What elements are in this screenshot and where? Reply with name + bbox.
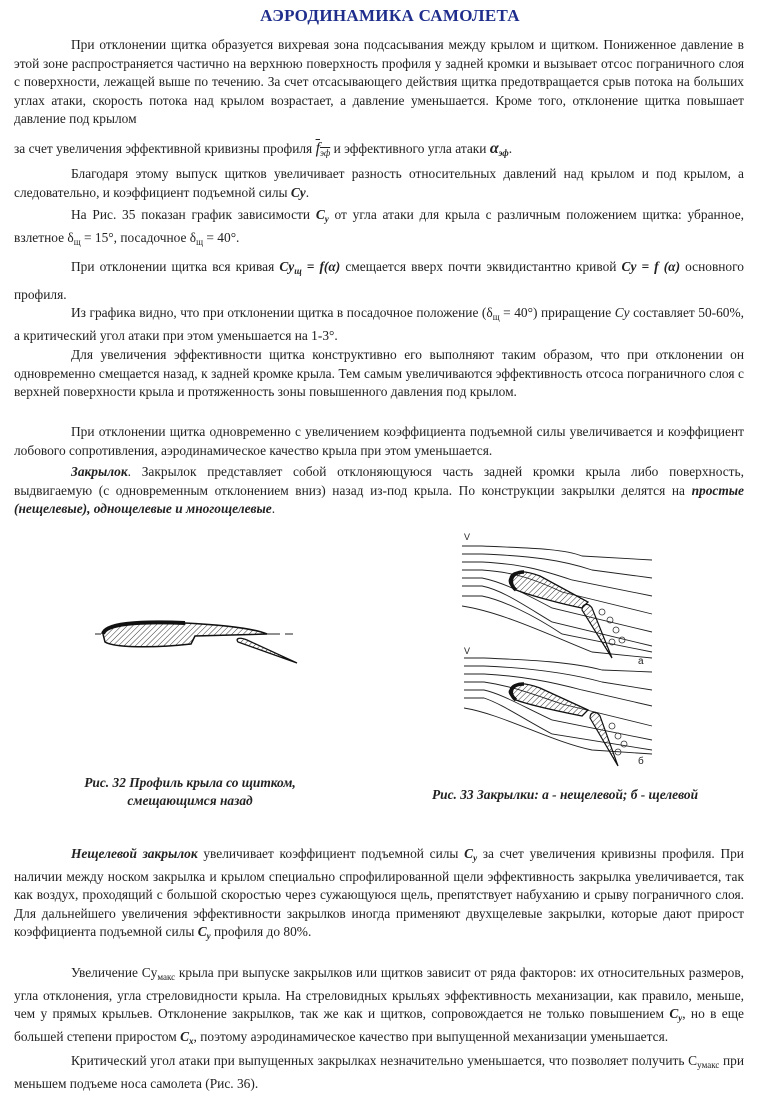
figure-32-caption: Рис. 32 Профиль крыла со щитком, смещающимся назад [84, 775, 296, 808]
flaps-flow-diagram [462, 530, 662, 770]
label-a: а [638, 656, 644, 667]
label-b: б [638, 756, 644, 767]
formula-f-eff: $f_{эф}$ [315, 140, 331, 158]
paragraph-curve-shift: При отклонении щитка вся кривая $Cy_щ = f(\alpha)$ смещается вверх почти эквидистантно кривой Cy = f (α) основного профиля. [14, 259, 744, 302]
page-title: АЭРОДИНАМИКА САМОЛЕТА [260, 6, 520, 25]
velocity-label-a: V [464, 532, 471, 542]
formula-alpha-eff: $\alpha_{эф}$ [489, 140, 509, 158]
paragraph-landing-position: Из графика видно, что при отклонении щитка в посадочное положение $(\delta_щ = 40^\circ)$ приращение Cy составляет 50-60%, а критический угол атаки при этом уменьшается на 1-3°. [14, 305, 745, 343]
paragraph-fig35-reference: На Рис. 35 показан график зависимости $C_y$ от угла атаки для крыла с различным положением щитка: убранное, взлетное $\delta_щ = 15^\circ$, посадочное $\delta_щ = 40^\circ$. [14, 207, 744, 247]
paragraph-flap-curvature: за счет увеличения эффективной кривизны профиля $f_{эф}$ и эффективного угла атаки $\alpha_{эф}$. [14, 140, 513, 158]
figure-33-caption: Рис. 33 Закрылки: а - нещелевой; б - щелевой [431, 787, 699, 802]
paragraph-flap-vortex: При отклонении щитка образуется вихревая зона подсасывания между крылом и щитком. Пониженное давление в этой зоне распространяется частично на верхнюю поверхность профиля у задней кромки и вызывает отсос пограничного слоя с поверхности, лежащей выше по течению. За счет отсасывающего действия щитка предотвращается срыв потока на больших углах атаки, скорость потока над крылом возрастает, а давление уменьшается. Кроме того, отклонение щитка повышает давление под крылом [14, 37, 744, 127]
paragraph-cymax-factors: Увеличение $Cy_{макс}$ крыла при выпуске закрылков или щитков зависит от ряда факторов: их относительных размеров, угла отклонения, угла стреловидности крыла. На стреловидных крыльях эффективность механизации, как правило, меньше, чем у прямых крыльев. Отклонение закрылков, так же как и щитков, сопровождается не только повышением $C_y$, но в еще большей степени приростом $C_x$, поэтому аэродинамическое качество при выпущенной механизации уменьшается. [14, 965, 744, 1046]
paragraph-flap-efficiency: Для увеличения эффективности щитка конструктивно его выполняют таким образом, что при отклонении он одновременно смещается назад, к задней кромке крыла. Тем самым увеличиваются эффективность отсоса пограничного слоя с верхней поверхности крыла и протяженность зоны повышенного давления под крылом. [14, 347, 744, 400]
paragraph-drag-increase: При отклонении щитка одновременно с увеличением коэффициента подъемной силы увеличивается и коэффициент лобового сопротивления, аэродинамическое качество крыла при этом уменьшается. [14, 424, 744, 458]
velocity-label-b: V [464, 646, 471, 656]
paragraph-critical-angle: Критический угол атаки при выпущенных закрылках незначительно уменьшается, что позволяет получить $C_{yмакс}$ при меньшем подъеме носа самолета (Рис. 36). [14, 1053, 744, 1091]
paragraph-flap-definition: Закрылок. Закрылок представляет собой отклоняющуюся часть задней кромки крыла либо поверхность, выдвигаемую (с одновременным отклонением вниз) назад из-под крыла. По конструкции закрылки делятся на простые (нещелевые), однощелевые и многощелевые. [14, 464, 744, 517]
paragraph-lift-increase: Благодаря этому выпуск щитков увеличивает разность относительных давлений над крылом и под крылом, а следовательно, и коэффициент подъемной силы Cy. [14, 166, 744, 200]
paragraph-slotless-flap: Нещелевой закрылок увеличивает коэффициент подъемной силы $C_y$ за счет увеличения кривизны профиля. При наличии между носком закрылка и крылом специально спрофилированной щели эффективность закрылка увеличивается, так как воздух, проходящий с большой скоростью через сужающуюся щель, препятствует набуханию и срыву пограничного слоя. Для дальнейшего увеличения эффективности закрылков иногда применяют двухщелевые закрылки, которые дают прирост коэффициента подъемной силы $C_y$ профиля до 80%. [14, 846, 744, 942]
wing-profile-with-flap-figure [95, 618, 305, 668]
